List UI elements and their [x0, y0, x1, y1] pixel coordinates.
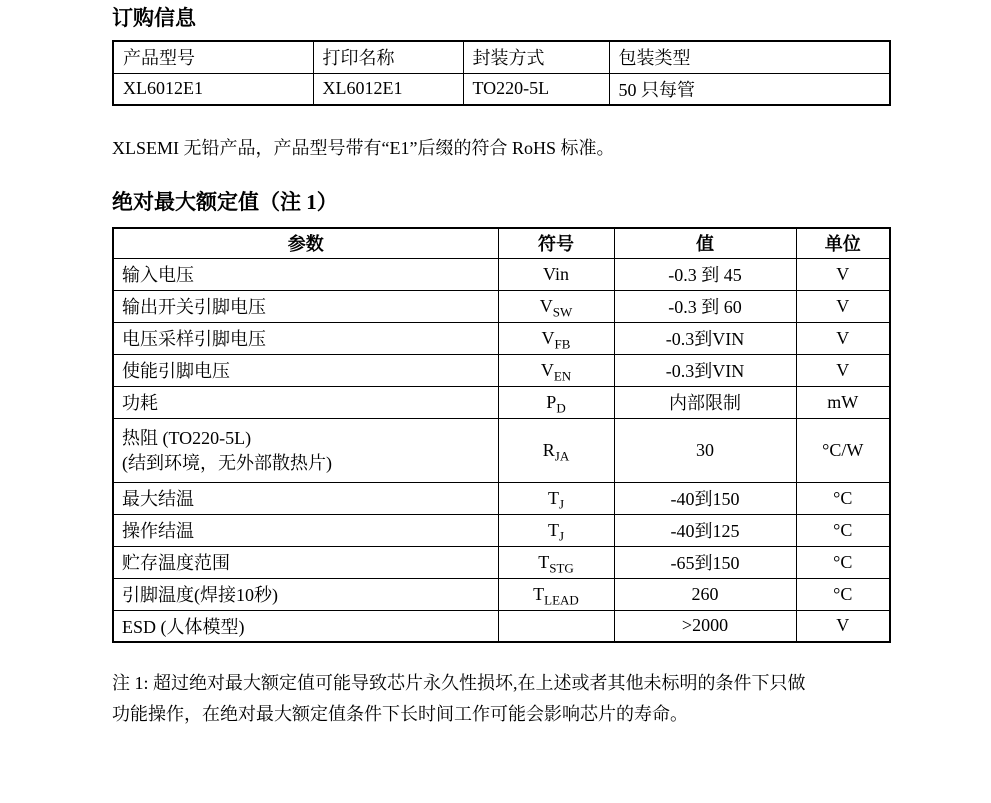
param-label: 输出开关引脚电压 — [122, 297, 266, 317]
ordering-table-data-row — [113, 73, 890, 105]
unit-cell: V — [796, 322, 890, 354]
ordering-cell-product-model: XL6012E1 — [113, 73, 313, 105]
symbol-cell: $R_{JA}$ — [498, 418, 614, 482]
ratings-header-row — [113, 228, 890, 258]
ordering-cell-packing-type: 50 只每管 — [609, 73, 890, 105]
param-label: 输入电压 — [122, 265, 194, 285]
value-cell: -0.3 到 45 — [614, 258, 796, 290]
value-cell: -0.3 到 60 — [614, 290, 796, 322]
unit-cell: °C — [796, 578, 890, 610]
unit-cell: V — [796, 610, 890, 642]
param-label: 操作结温 — [122, 521, 194, 541]
param-label: 功耗 — [122, 393, 158, 413]
value-cell: -0.3到VIN — [614, 322, 796, 354]
value-cell: >2000 — [614, 610, 796, 642]
value-cell: -40到125 — [614, 514, 796, 546]
table-row — [113, 258, 890, 290]
ordering-cell-print-name: XL6012E1 — [313, 73, 463, 105]
table-row — [113, 578, 890, 610]
abs-max-ratings-title: 绝对最大额定值（注 1） — [112, 190, 338, 214]
param-label: 引脚温度(焊接10秒) — [122, 585, 278, 605]
table-row — [113, 610, 890, 642]
param-label: 热阻 (TO220-5L) — [122, 428, 252, 448]
note-1-line-2: 功能操作，在绝对最大额定值条件下长时间工作可能会影响芯片的寿命。 — [112, 704, 688, 724]
note-1-line-1: 注 1: 超过绝对最大额定值可能导致芯片永久性损坏,在上述或者其他未标明的条件下只做 — [112, 673, 806, 693]
unit-cell: °C — [796, 514, 890, 546]
value-cell: 内部限制 — [614, 386, 796, 418]
table-row — [113, 514, 890, 546]
table-row — [113, 290, 890, 322]
symbol-cell: $V_{SW}$ — [498, 290, 614, 322]
param-label: 最大结温 — [122, 489, 194, 509]
ratings-header-unit: 单位 — [796, 228, 890, 258]
table-row — [113, 546, 890, 578]
value-cell: -65到150 — [614, 546, 796, 578]
ratings-header-parameter: 参数 — [113, 228, 498, 258]
symbol-cell: Vin — [498, 258, 614, 290]
symbol-cell: $T_J$ — [498, 514, 614, 546]
ratings-table — [112, 227, 891, 643]
ratings-header-value: 值 — [614, 228, 796, 258]
ordering-info-title: 订购信息 — [112, 6, 196, 30]
ordering-header-print-name: 打印名称 — [313, 41, 463, 73]
table-row — [113, 386, 890, 418]
rohs-note-text: XLSEMI 无铅产品，产品型号带有“E1”后缀的符合 RoHS 标准。 — [112, 138, 615, 158]
ratings-header-symbol: 符号 — [498, 228, 614, 258]
value-cell: 260 — [614, 578, 796, 610]
unit-cell: V — [796, 354, 890, 386]
ordering-header-package: 封装方式 — [463, 41, 609, 73]
ordering-header-packing-type: 包装类型 — [609, 41, 890, 73]
value-cell: -40到150 — [614, 482, 796, 514]
document-content — [112, 0, 891, 730]
ordering-header-product-model: 产品型号 — [113, 41, 313, 73]
table-row — [113, 418, 890, 482]
value-cell: -0.3到VIN — [614, 354, 796, 386]
ordering-table — [112, 40, 891, 106]
symbol-cell: $V_{FB}$ — [498, 322, 614, 354]
table-row — [113, 482, 890, 514]
symbol-cell — [498, 610, 614, 642]
ordering-table-header-row — [113, 41, 890, 73]
unit-cell: °C — [796, 546, 890, 578]
symbol-cell: $T_{LEAD}$ — [498, 578, 614, 610]
value-cell: 30 — [614, 418, 796, 482]
symbol-cell: $T_J$ — [498, 482, 614, 514]
unit-cell: V — [796, 290, 890, 322]
note-1 — [112, 668, 912, 730]
unit-cell: mW — [796, 386, 890, 418]
unit-cell: °C/W — [796, 418, 890, 482]
param-label: ESD (人体模型) — [122, 616, 245, 637]
param-label: 贮存温度范围 — [122, 553, 230, 573]
ordering-cell-package: TO220-5L — [463, 73, 609, 105]
table-row — [113, 322, 890, 354]
param-label: 电压采样引脚电压 — [122, 329, 266, 349]
unit-cell: V — [796, 258, 890, 290]
param-label-line2: (结到环境，无外部散热片) — [122, 453, 332, 473]
symbol-cell: $P_D$ — [498, 386, 614, 418]
param-label: 使能引脚电压 — [122, 361, 230, 381]
symbol-cell: $V_{EN}$ — [498, 354, 614, 386]
unit-cell: °C — [796, 482, 890, 514]
symbol-cell: $T_{STG}$ — [498, 546, 614, 578]
table-row — [113, 354, 890, 386]
